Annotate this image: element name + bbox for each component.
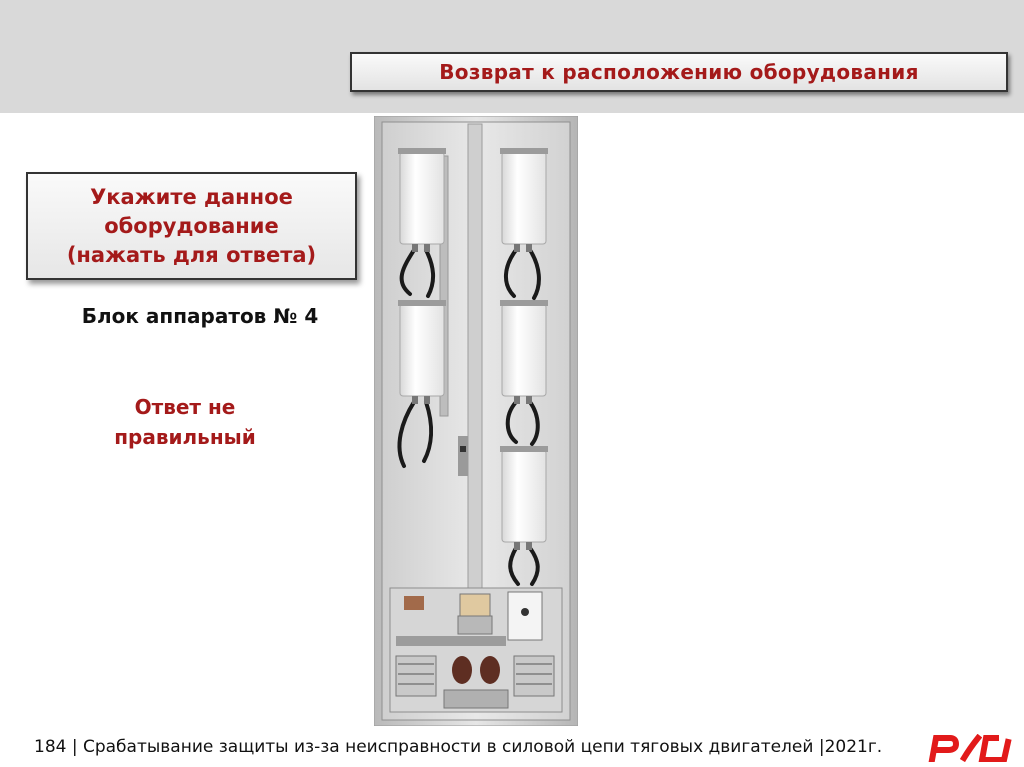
question-button[interactable] [26, 172, 357, 280]
equipment-cabinet-image[interactable] [374, 116, 578, 726]
back-to-layout-button[interactable] [350, 52, 1008, 92]
equipment-label: Блок аппаратов № 4 [81, 304, 319, 328]
back-to-layout-label: Возврат к расположению оборудования [439, 60, 919, 84]
footer-text: 184 | Срабатывание защиты из-за неисправности в силовой цепи тяговых двигателей |2021г. [34, 737, 883, 757]
rzd-logo-icon [926, 734, 1012, 762]
question-text [67, 183, 316, 270]
question-line: оборудование [104, 213, 279, 238]
question-line: (нажать для ответа) [66, 242, 317, 267]
question-line: Укажите данное [90, 184, 293, 209]
answer-feedback [60, 392, 310, 452]
answer-line: правильный [114, 425, 256, 449]
answer-line: Ответ не [134, 395, 236, 419]
